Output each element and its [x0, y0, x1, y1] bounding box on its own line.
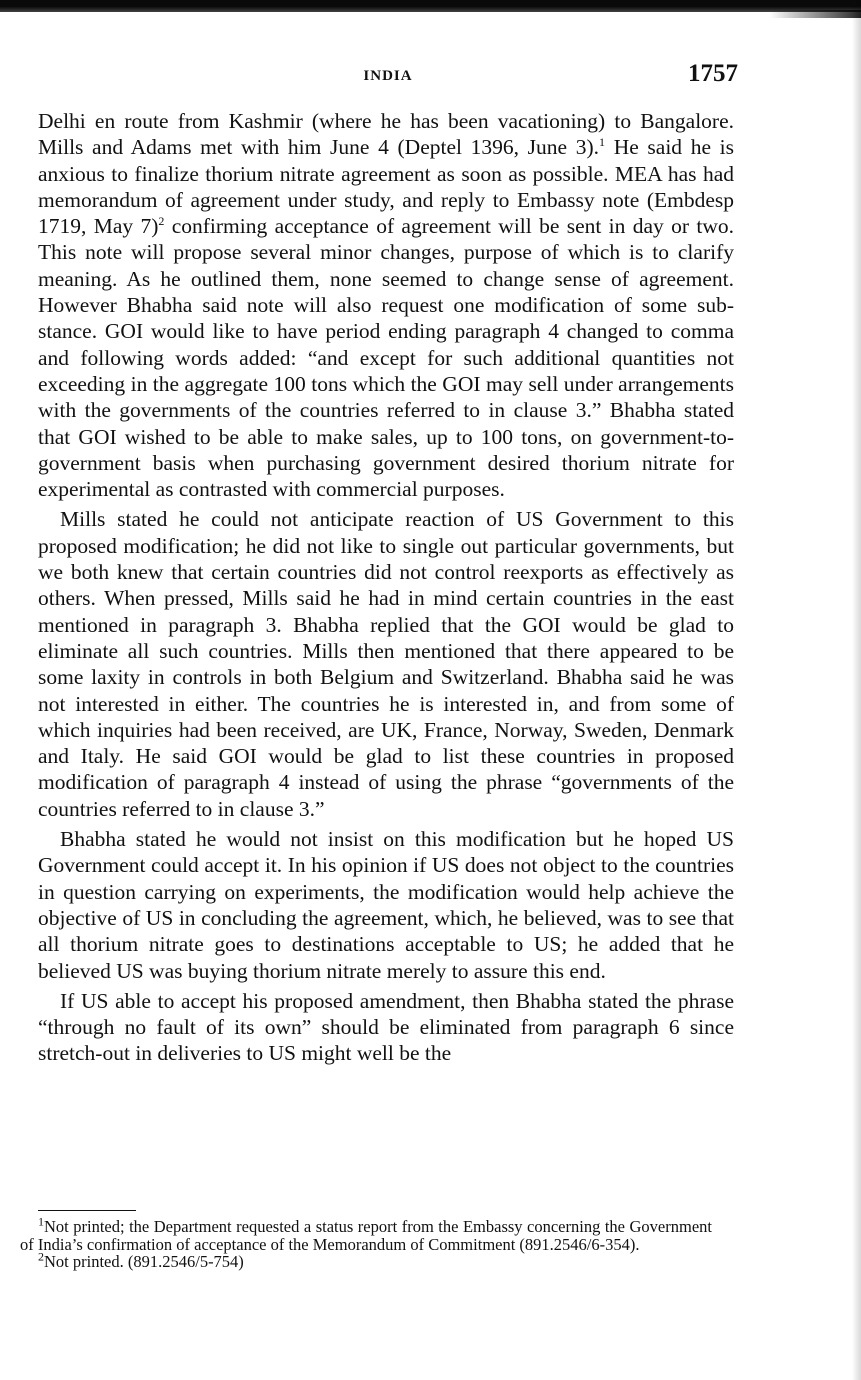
footnote-1-text: Not printed; the Department requested a status report from the Embassy concerning the Government of India’s confirmation of acceptance of the Memorandum of Commitment (891.2546/6-354).: [20, 1217, 712, 1254]
paragraph-1-mid: He said he is anxious to finalize thorium nitrate agreement as soon as possible. MEA has had memorandum of agreement under study, and reply to Embassy note (Embdesp 1719, May 7): [38, 135, 735, 239]
footnote-2: [20, 1249, 712, 1271]
footnotes: [20, 1214, 712, 1271]
footnote-1: [20, 1214, 712, 1254]
page-top-shadow-fade: [770, 10, 861, 18]
page-right-edge: [852, 0, 861, 1380]
footnote-2-text: Not printed. (891.2546/5-754): [44, 1252, 244, 1271]
footnote-ref-1: 1: [599, 135, 606, 150]
paragraph-1-lead: Delhi en route from Kashmir (where he has been vacationing) to Bangalore. Mills and Adams met with him June 4 (Deptel 1396, June 3).: [38, 109, 734, 160]
paragraph-2: Mills stated he could not anticipate reaction of US Government to this proposed modification; he did not like to single out particular governments, but we both knew that certain countries did not control reexports as effectively as others. When pressed, Mills said he had in mind certain countries in the east mentioned in paragraph 3. Bhabha replied that the GOI would be glad to eliminate all such countries. Mills then mentioned that there appeared to be some laxity in controls in both Belgium and Switzerland. Bhabha said he was not interested in either. The countries he is interested in, and from some of which inquiries had been received, are UK, France, Norway, Sweden, Denmark and Italy. He said GOI would be glad to list these countries in proposed modification of paragraph 4 instead of using the phrase “governments of the countries referred to in clause 3.”: [38, 507, 734, 821]
footnote-2-marker: 2: [38, 1249, 44, 1264]
footnote-1-marker: 1: [38, 1214, 44, 1229]
paragraph-1: [38, 108, 734, 502]
paragraph-4: If US able to accept his proposed amendment, then Bhabha stated the phrase “through no fault of its own” should be eliminated from paragraph 6 since stretch-out in deliveries to US might well be the: [38, 988, 734, 1066]
paragraph-1-tail: confirming acceptance of agreement will be sent in day or two. This note will propose several minor changes, purpose of which is to clarify meaning. As he outlined them, none seemed to change sense of agreement. However Bhabha said note will also request one modification of some substance. GOI would like to have period ending paragraph 4 changed to comma and following words added: “and except for such additional quantities not exceeding in the aggregate 100 tons which the GOI may sell under arrangements with the governments of the countries referred to in clause 3.” Bhabha stated that GOI wished to be able to make sales, up to 100 tons, on government-to-government basis when purchasing government desired thorium nitrate for experimental as contrasted with commercial purposes.: [38, 214, 734, 502]
footnote-ref-2: 2: [158, 214, 165, 229]
paragraph-3: Bhabha stated he would not insist on this modification but he hoped US Government could accept it. In his opinion if US does not object to the countries in question carrying on experiments, the modification would help achieve the objective of US in concluding the agreement, which, he believed, was to see that all thorium nitrate goes to destinations acceptable to US; he added that he believed US was buying thorium nitrate merely to assure this end.: [38, 827, 734, 983]
running-head: [38, 60, 738, 96]
page-top-shadow: [0, 0, 861, 12]
running-head-title: INDIA: [363, 68, 413, 84]
body-text: [38, 108, 734, 1071]
footnote-divider: [38, 1210, 136, 1211]
page-number: 1757: [688, 60, 738, 87]
